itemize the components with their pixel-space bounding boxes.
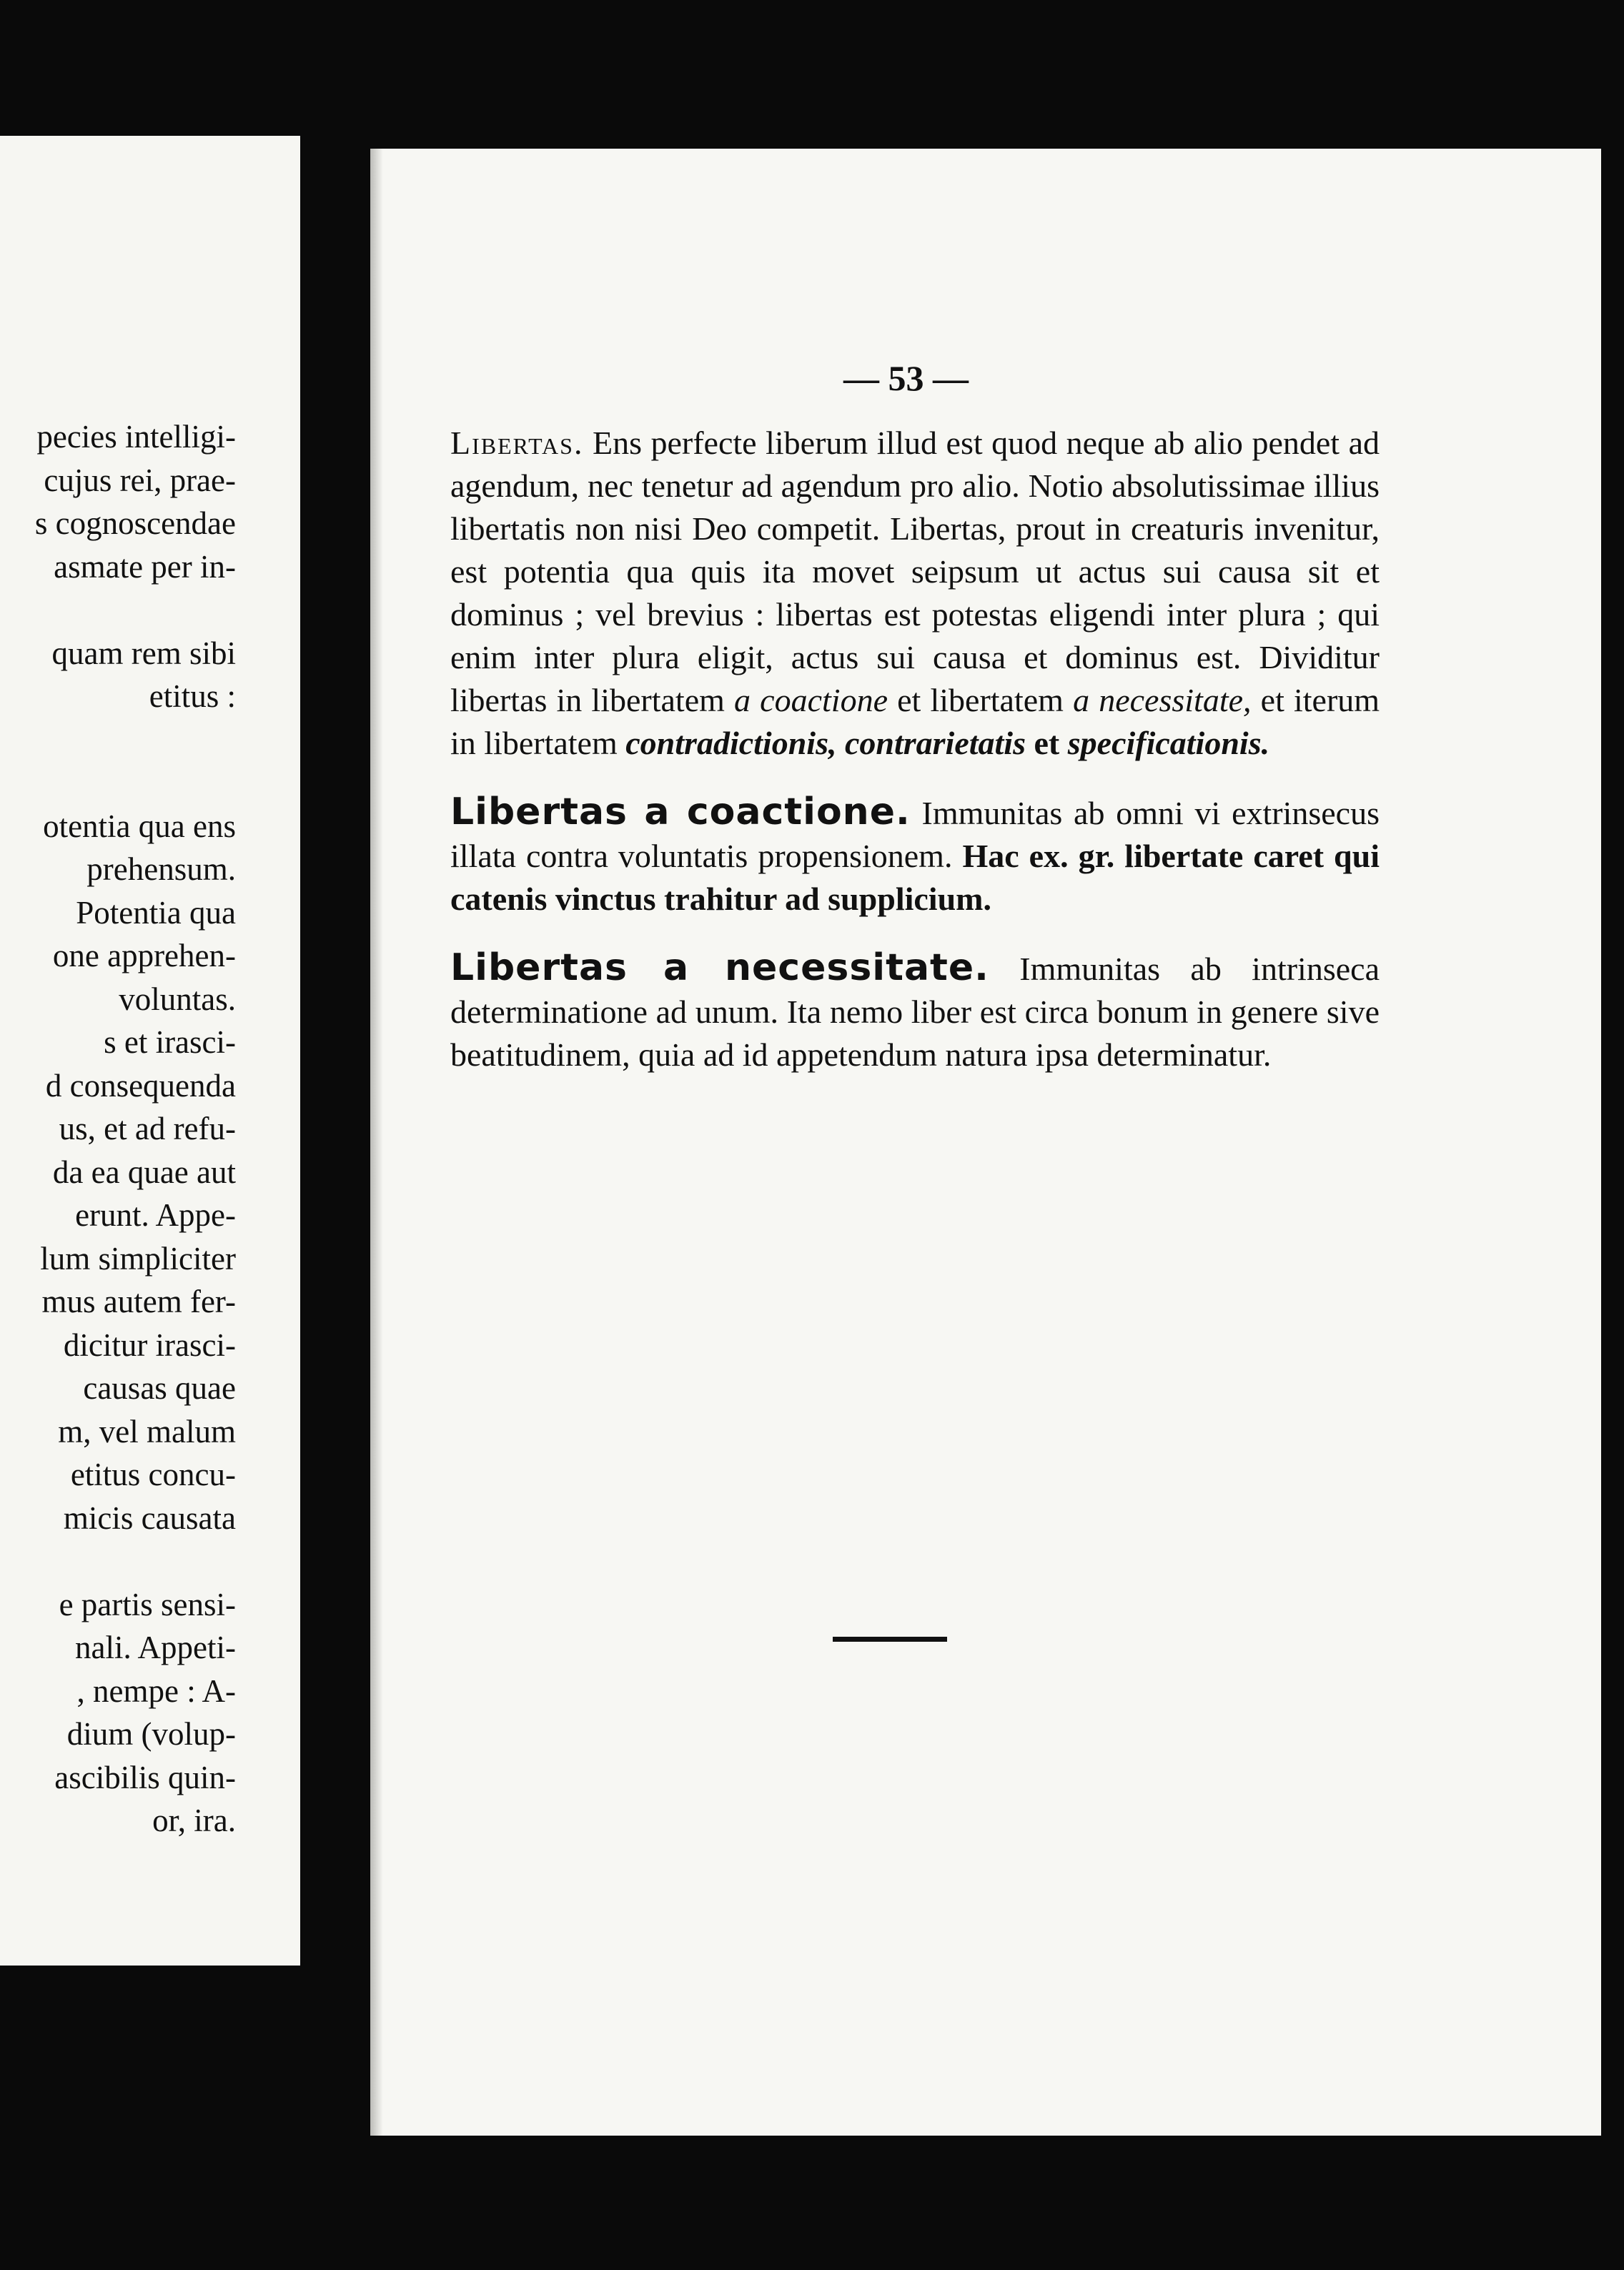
left-page-line: etitus : (149, 678, 236, 714)
left-page-line: quam rem sibi (51, 635, 236, 671)
left-page-line: one apprehen- (52, 938, 236, 973)
left-page-line: dium (volup- (66, 1716, 236, 1752)
left-page-line: etitus concu- (70, 1457, 236, 1492)
left-page-line: d consequenda (45, 1067, 236, 1104)
left-page-line: s cognoscendae (34, 505, 236, 541)
left-page-line: us, et ad refu- (59, 1111, 236, 1146)
term-specificationis: specificationis. (1067, 725, 1270, 761)
left-page-line: Potentia qua (76, 894, 236, 931)
paragraph-text: Immunitas ab omni vi extrinsecus illata contra voluntatis propensionem. (450, 795, 1380, 874)
left-page (0, 136, 300, 1966)
left-page-line: causas quae (83, 1370, 236, 1406)
left-page-text (0, 136, 300, 1966)
left-page-line: dicitur irasci- (63, 1327, 236, 1363)
left-page-line: asmate per in- (54, 548, 236, 585)
paragraph-coactione (450, 790, 1380, 921)
left-page-line: pecies intelligi- (36, 419, 236, 455)
term-libertas: Libertas. (450, 425, 584, 461)
paragraph-text: Immunitas ab intrinseca determinatione ad unum. Ita nemo liber est circa bonum in genere sive beatitudinem, quia ad id appetendum natura ipsa determinatur. (450, 951, 1380, 1073)
paragraph-text: et (1034, 725, 1060, 761)
term-necessitate: a necessitate, (1073, 682, 1252, 718)
paragraph-text: Ens perfecte liberum illud est quod neque ab alio pendet ad agendum, nec tenetur ad agendum pro alio. Notio absolutissimae illius libertatis non nisi Deo competit. Libertas, prout in creaturis invenitur, est potentia qua quis ita movet seipsum ut actus sui causa sit et dominus ; vel brevius : libertas est potestas eligendi inter plura ; qui enim inter plura eligit, actus sui causa et dominus est. Dividitur libertas in libertatem (450, 425, 1380, 718)
left-page-line: erunt. Appe- (75, 1197, 236, 1233)
left-page-line: , nempe : A- (76, 1672, 236, 1709)
term-contradictionis: contradictionis, contrarietatis (625, 725, 1026, 761)
left-page-line: cujus rei, prae- (44, 462, 236, 498)
left-page-line: m, vel malum (58, 1413, 236, 1449)
spine-shadow (370, 149, 383, 2136)
left-page-line: s et irasci- (104, 1024, 236, 1060)
left-page-line: lum simpliciter (40, 1240, 236, 1277)
page-number: — 53 — (843, 358, 969, 398)
left-page-line: or, ira. (152, 1803, 236, 1838)
left-page-line: otentia qua ens (43, 808, 236, 844)
paragraph-text: et iterum in libertatem (450, 682, 1380, 761)
left-page-line: voluntas. (119, 981, 236, 1017)
left-page-line: micis causata (63, 1500, 236, 1536)
left-page-line: nali. Appeti- (75, 1630, 236, 1665)
left-page-line: ascibilis quin- (54, 1759, 236, 1795)
paragraph-text: et libertatem (897, 682, 1064, 718)
left-page-line: da ea quae aut (52, 1154, 236, 1190)
left-page-line: e partis sensi- (59, 1586, 236, 1622)
term-coactione: a coactione (734, 682, 888, 718)
end-rule (833, 1637, 947, 1642)
left-page-line: mus autem fer- (41, 1284, 236, 1319)
paragraph-necessitate (450, 946, 1380, 1076)
heading-necessitate: Libertas a necessitate. (450, 946, 989, 989)
paragraph-libertas (450, 422, 1380, 765)
paragraph-text: Hac ex. gr. libertate caret qui catenis vinctus trahitur ad supplicium. (450, 838, 1380, 917)
heading-coactione: Libertas a coactione. (450, 790, 911, 833)
left-page-line: prehensum. (86, 851, 236, 887)
main-text (450, 422, 1380, 1076)
